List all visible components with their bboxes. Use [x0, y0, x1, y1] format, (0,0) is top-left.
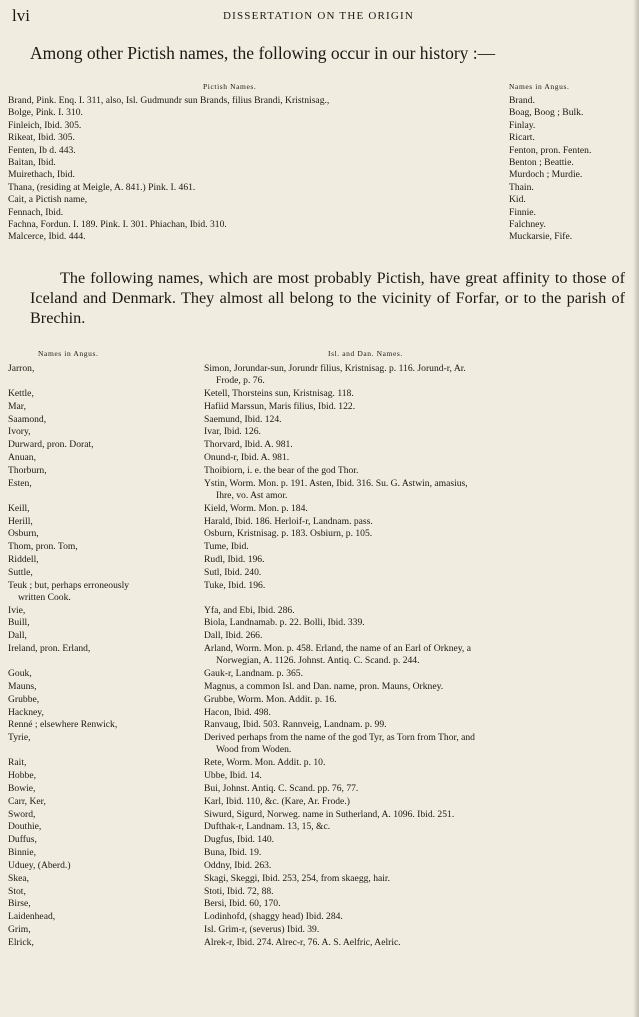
angus-name-cell: Saamond,	[8, 413, 47, 425]
pictish-name-cell: Brand, Pink. Enq. I. 311, also, Isl. Gudmundr sun Brands, filius Brandi, Kristnisag.,	[8, 95, 330, 106]
isl-dan-name-cell: Harald, Ibid. 186. Herloif-r, Landnam. pass.	[204, 515, 373, 527]
angus-name-cell: Boag, Boog ; Bulk.	[509, 107, 584, 119]
isl-dan-name-cell: Alrek-r, Ibid. 274. Alrec-r, 76. A. S. Aelfric, Aelric.	[204, 937, 401, 948]
angus-name-cell: Teuk ; but, perhaps erroneously	[8, 579, 130, 591]
angus-name-cell: Finnie.	[509, 206, 536, 218]
isl-dan-name-continuation: Norwegian, A. 1126. Johnst. Antiq. C. Scand. p. 244.	[216, 655, 420, 667]
angus-name-cell: Benton ; Beattie.	[509, 157, 574, 168]
angus-name-cell: Ivory,	[8, 426, 31, 438]
isl-dan-name-cell: Simon, Jorundar-sun, Jorundr filius, Kristnisag. p. 116. Jorund-r, Ar.	[204, 363, 466, 374]
angus-name-cell: Dall,	[8, 630, 27, 642]
table1-row	[8, 182, 627, 194]
table1-head-angus: Names in Angus.	[509, 82, 570, 91]
isl-dan-name-cell: Dugfus, Ibid. 140.	[204, 834, 275, 846]
body-paragraph	[30, 268, 625, 328]
angus-name-cell: Esten,	[8, 477, 32, 489]
isl-dan-name-cell: Osburn, Kristnisag. p. 183. Osbiurn, p. 105.	[204, 528, 373, 540]
isl-dan-name-cell: Derived perhaps from the name of the god Tyr, as Torn from Thor, and	[204, 732, 475, 744]
angus-name-cell: Mar,	[8, 400, 26, 412]
table1-row	[8, 169, 627, 181]
pictish-name-cell: Malcerce, Ibid. 444.	[8, 231, 86, 243]
angus-name-cell: Kettle,	[8, 387, 34, 399]
angus-name-cell: Kid.	[509, 194, 526, 206]
pictish-name-cell: Bolge, Pink. I. 310.	[8, 107, 83, 119]
paragraph-text: The following names, which are most probably Pictish, have great affinity to those of Iceland and Denmark. They almost all belong to the vicinity of Forfar, or to the parish of Brechin.	[30, 269, 625, 327]
angus-name-cell: Suttle,	[8, 566, 33, 578]
angus-name-cell: Douthie,	[8, 821, 42, 833]
angus-name-cell: Anuan,	[8, 452, 36, 464]
table2-head-angus: Names in Angus.	[38, 349, 99, 358]
page-number: lvi	[12, 6, 30, 25]
isl-dan-name-cell: Tume, Ibid.	[204, 541, 249, 553]
table2-head-isl-dan: Isl. and Dan. Names.	[328, 349, 403, 358]
angus-name-cell: Uduey, (Aberd.)	[8, 859, 71, 871]
isl-dan-name-cell: Dall, Ibid. 266.	[204, 630, 263, 642]
isl-dan-name-cell: Skagi, Skeggi, Ibid. 253, 254, from skaegg, hair.	[204, 872, 390, 884]
angus-name-cell: Riddell,	[8, 554, 39, 566]
angus-name-cell: Ireland, pron. Erland,	[8, 643, 91, 655]
angus-name-cell: Brand.	[509, 95, 535, 106]
isl-dan-name-cell: Saemund, Ibid. 124.	[204, 413, 282, 425]
isl-dan-name-cell: Buna, Ibid. 19.	[204, 847, 262, 859]
angus-name-cell: Thorburn,	[8, 464, 47, 476]
angus-name-cell: Jarron,	[8, 363, 35, 374]
table1-row	[8, 145, 627, 157]
table1-row	[8, 207, 627, 219]
table1-row	[8, 231, 627, 243]
angus-name-cell: Stot,	[8, 885, 26, 897]
isl-dan-name-cell: Bui, Johnst. Antiq. C. Scand. pp. 76, 77.	[204, 782, 359, 794]
table1-row	[8, 132, 627, 144]
isl-dan-name-cell: Sutl, Ibid. 240.	[204, 566, 262, 578]
angus-name-cell: Rait,	[8, 757, 27, 769]
angus-name-cell: Thom, pron. Tom,	[8, 541, 78, 553]
angus-name-cell: Osburn,	[8, 528, 39, 540]
intro-sentence: Among other Pictish names, the following occur in our history :—	[30, 43, 496, 63]
isl-dan-name-cell: Ranvaug, Ibid. 503. Rannveig, Landnam. p. 99.	[204, 719, 387, 731]
angus-name-cell: Birse,	[8, 898, 31, 910]
isl-dan-name-cell: Onund-r, Ibid. A. 981.	[204, 452, 290, 464]
isl-dan-name-cell: Lodinhofd, (shaggy head) Ibid. 284.	[204, 911, 343, 923]
angus-name-cell: Falchney.	[509, 219, 546, 230]
isl-dan-name-continuation: Wood from Woden.	[216, 744, 292, 756]
table1-row	[8, 95, 627, 107]
angus-name-cell: Sword,	[8, 808, 36, 820]
isl-dan-name-cell: Bersi, Ibid. 60, 170.	[204, 898, 281, 910]
table1-row	[8, 194, 627, 206]
pictish-name-cell: Baitan, Ibid.	[8, 157, 56, 168]
angus-name-cell: Keill,	[8, 502, 30, 514]
angus-name-cell: Gouk,	[8, 668, 32, 679]
isl-dan-name-cell: Biola, Landnamab. p. 22. Bolli, Ibid. 339.	[204, 617, 365, 629]
angus-name-cell: Murdoch ; Murdie.	[509, 169, 583, 181]
page-edge-shadow	[633, 0, 639, 1017]
angus-name-cell: Hackney,	[8, 706, 44, 718]
isl-dan-name-cell: Tuke, Ibid. 196.	[204, 579, 266, 591]
isl-dan-name-cell: Siwurd, Sigurd, Norweg. name in Sutherland, A. 1096. Ibid. 251.	[204, 808, 455, 820]
isl-dan-name-cell: Stoti, Ibid. 72, 88.	[204, 885, 274, 897]
angus-name-cell: Thain.	[509, 181, 534, 193]
angus-name-cell: Durward, pron. Dorat,	[8, 439, 94, 451]
table1-row	[8, 219, 627, 231]
isl-dan-name-cell: Oddny, Ibid. 263.	[204, 859, 272, 871]
isl-dan-name-cell: Kield, Worm. Mon. p. 184.	[204, 502, 308, 514]
angus-name-cell: Hobbe,	[8, 769, 36, 781]
angus-name-cell: Renné ; elsewhere Renwick,	[8, 719, 118, 731]
pictish-name-cell: Finleich, Ibid. 305.	[8, 119, 82, 131]
isl-dan-name-cell: Dufthak-r, Landnam. 13, 15, &c.	[204, 821, 331, 833]
isl-dan-name-cell: Ubbe, Ibid. 14.	[204, 769, 262, 781]
angus-name-cell: Ricart.	[509, 132, 535, 144]
angus-name-cell: Finlay.	[509, 119, 536, 131]
angus-name-cell: Carr, Ker,	[8, 795, 46, 807]
pictish-name-cell: Cait, a Pictish name,	[8, 194, 88, 206]
isl-dan-name-cell: Isl. Grim-r, (severus) Ibid. 39.	[204, 924, 320, 936]
isl-dan-name-cell: Grubbe, Worm. Mon. Addit. p. 16.	[204, 693, 337, 705]
table1-row	[8, 107, 627, 119]
isl-dan-name-cell: Karl, Ibid. 110, &c. (Kare, Ar. Frode.)	[204, 795, 350, 807]
angus-name-cell: Mauns,	[8, 680, 37, 692]
page-header	[12, 6, 625, 26]
isl-dan-name-cell: Ystin, Worm. Mon. p. 191. Asten, Ibid. 316. Su. G. Astwin, amasius,	[204, 477, 468, 489]
angus-name-cell: Skea,	[8, 872, 30, 884]
angus-name-cell: Buill,	[8, 617, 30, 629]
angus-name-cell: Herill,	[8, 515, 33, 527]
pictish-name-cell: Thana, (residing at Meigle, A. 841.) Pink. I. 461.	[8, 181, 196, 193]
isl-dan-name-cell: Thoibiorn, i. e. the bear of the god Thor.	[204, 464, 359, 476]
isl-dan-name-cell: Thorvard, Ibid. A. 981.	[204, 439, 293, 451]
isl-dan-name-cell: Yfa, and Ebi, Ibid. 286.	[204, 604, 295, 616]
running-title: DISSERTATION ON THE ORIGIN	[222, 10, 415, 22]
isl-dan-name-cell: Rete, Worm. Mon. Addit. p. 10.	[204, 757, 326, 769]
angus-name-cell: Grim,	[8, 924, 31, 936]
pictish-name-cell: Fenten, Ib d. 443.	[8, 144, 76, 156]
angus-name-cell: Binnie,	[8, 847, 36, 859]
isl-dan-name-cell: Arland, Worm. Mon. p. 458. Erland, the name of an Earl of Orkney, a	[204, 643, 471, 655]
isl-dan-name-cell: Hafiid Marssun, Maris filius, Ibid. 122.	[204, 400, 356, 412]
angus-name-cell: Duffus,	[8, 834, 37, 846]
angus-name-cell: Fenton, pron. Fenten.	[509, 144, 592, 156]
pictish-name-cell: Rikeat, Ibid. 305.	[8, 132, 75, 144]
isl-dan-name-cell: Ivar, Ibid. 126.	[204, 426, 261, 438]
angus-name-cell: Laidenhead,	[8, 911, 56, 923]
isl-dan-name-cell: Rudl, Ibid. 196.	[204, 554, 265, 566]
isl-dan-name-cell: Hacon, Ibid. 498.	[204, 706, 271, 718]
isl-dan-name-continuation: Frode, p. 76.	[216, 375, 265, 386]
angus-name-cell: Grubbe,	[8, 693, 40, 705]
angus-name-cell: Tyrie,	[8, 732, 31, 744]
table1-head-pictish: Pictish Names.	[203, 82, 257, 91]
isl-dan-name-cell: Magnus, a common Isl. and Dan. name, pron. Mauns, Orkney.	[204, 680, 444, 692]
angus-name-cell: Elrick,	[8, 937, 34, 948]
isl-dan-name-cell: Gauk-r, Landnam. p. 365.	[204, 668, 303, 679]
pictish-name-cell: Muirethach, Ibid.	[8, 169, 75, 181]
angus-name-cell: Bowie,	[8, 782, 36, 794]
table1-row	[8, 157, 627, 169]
angus-name-continuation: written Cook.	[18, 591, 71, 603]
table1-row	[8, 120, 627, 132]
isl-dan-name-continuation: Ihre, vo. Ast amor.	[216, 489, 288, 501]
pictish-name-cell: Fennach, Ibid.	[8, 206, 64, 218]
angus-name-cell: Muckarsie, Fife.	[509, 231, 573, 243]
pictish-name-cell: Fachna, Fordun. I. 189. Pink. I. 301. Phiachan, Ibid. 310.	[8, 219, 227, 230]
angus-name-cell: Ivie,	[8, 604, 26, 616]
isl-dan-name-cell: Ketell, Thorsteins sun, Kristnisag. 118.	[204, 387, 354, 399]
